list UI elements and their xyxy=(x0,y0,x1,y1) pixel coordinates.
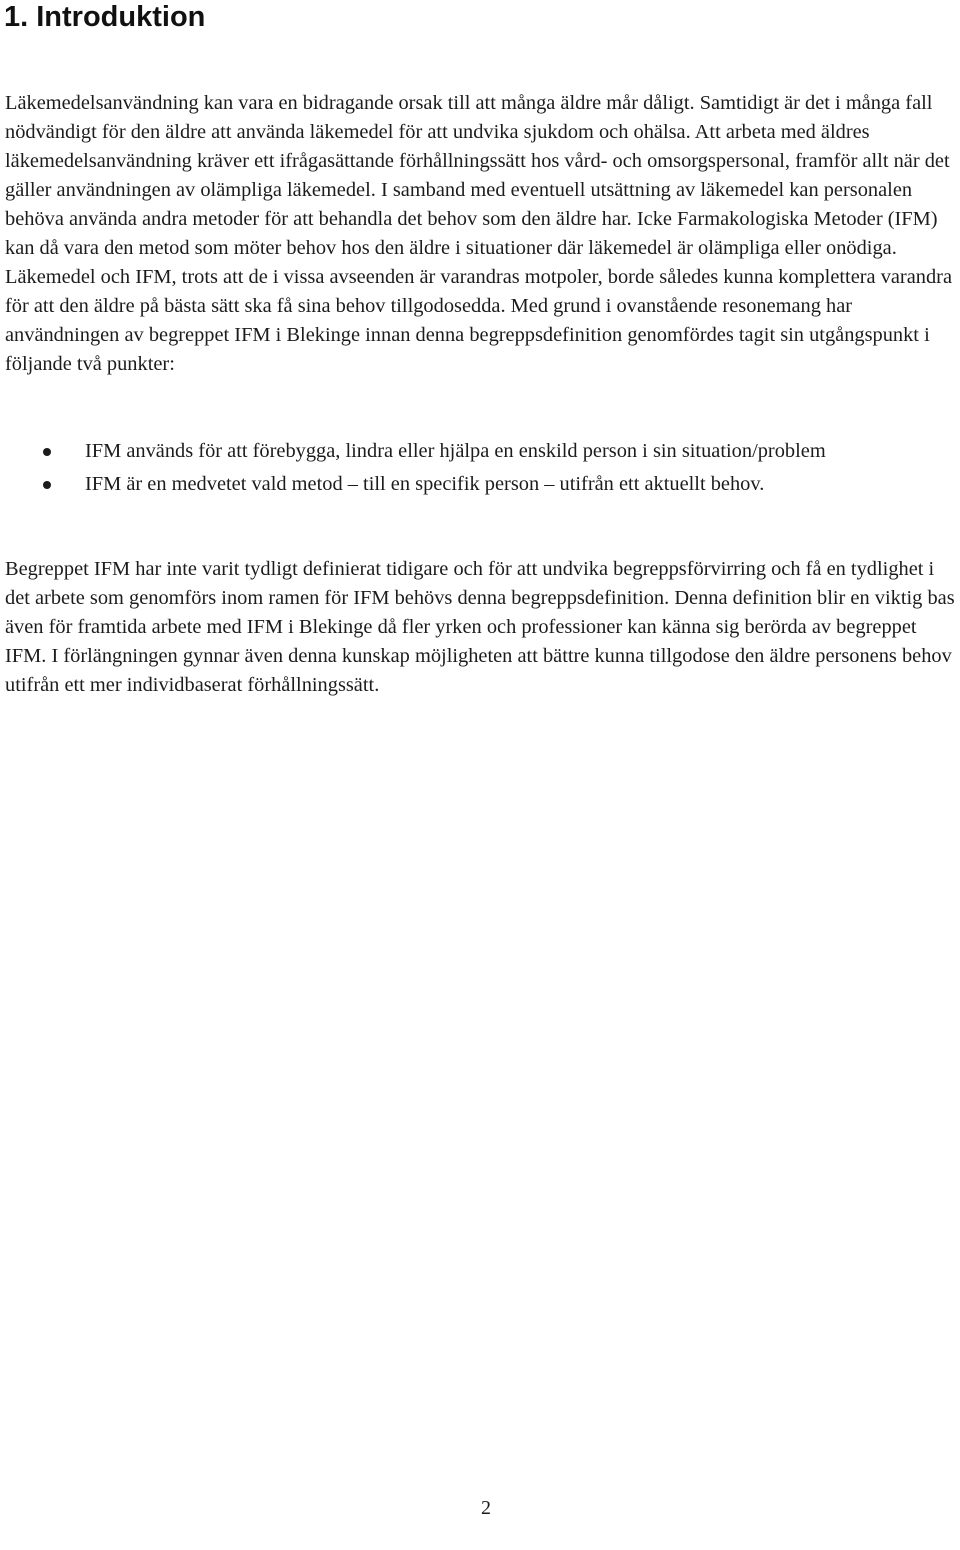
definition-paragraph: Begreppet IFM har inte varit tydligt definierat tidigare och för att undvika begreppsförvirring och få en tydlighet i det arbete som genomförs inom ramen för IFM behövs denna begreppsdefinition. Denna definition blir en viktig bas även för framtida arbete med IFM i Blekinge då fler yrken och professioner kan känna sig berörda av begreppet IFM. I förlängningen gynnar även denna kunskap möjligheten att bättre kunna tillgodose den äldre personens behov utifrån ett mer individbaserat förhållningssätt. xyxy=(5,558,955,696)
bullet-icon xyxy=(43,481,51,489)
section-heading: 1. Introduktion xyxy=(4,1,206,33)
list-item-text: IFM används för att förebygga, lindra eller hjälpa en enskild person i sin situation/problem xyxy=(85,440,826,462)
list-item xyxy=(0,437,960,466)
bullet-list xyxy=(0,437,960,503)
page-number: 2 xyxy=(481,1497,491,1519)
list-item-text: IFM är en medvetet vald metod – till en specifik person – utifrån ett aktuellt behov. xyxy=(85,473,765,495)
list-item xyxy=(0,470,960,499)
intro-paragraph: Läkemedelsanvändning kan vara en bidragande orsak till att många äldre mår dåligt. Samtidigt är det i många fall nödvändigt för den äldre att använda läkemedel för att undvika sjukdom och ohälsa. Att arbeta med äldres läkemedelsanvändning kräver ett ifrågasättande förhållningssätt hos vård- och omsorgspersonal, framför allt när det gäller användningen av olämpliga läkemedel. I samband med eventuell utsättning av läkemedel kan personalen behöva använda andra metoder för att behandla det behov som den äldre har. Icke Farmakologiska Metoder (IFM) kan då vara den metod som möter behov hos den äldre i situationer där läkemedel är olämpliga eller onödiga. Läkemedel och IFM, trots att de i vissa avseenden är varandras motpoler, borde således kunna komplettera varandra för att den äldre på bästa sätt ska få sina behov tillgodosedda. Med grund i ovanstående resonemang har användningen av begreppet IFM i Blekinge innan denna begreppsdefinition genomfördes tagit sin utgångspunkt i följande två punkter: xyxy=(5,92,953,375)
bullet-icon xyxy=(43,448,51,456)
